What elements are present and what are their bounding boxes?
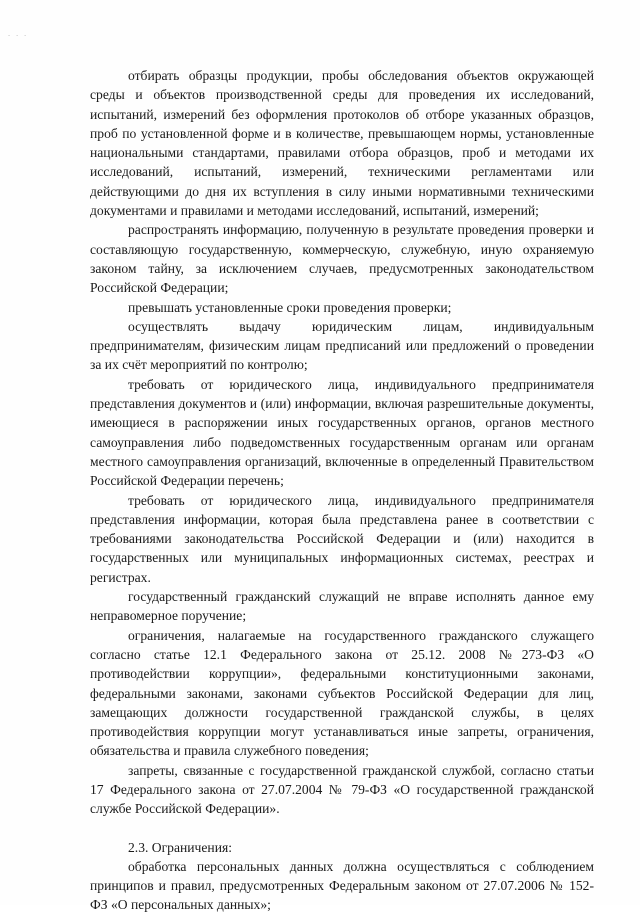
paragraph-information-disclosure: распространять информацию, полученную в результате проведения проверки и составляющую государственную, коммерческую, служебную, иную охраняемую законом тайну, за исключением случаев, предусмотренных законодательством Российской Федерации; xyxy=(90,222,594,296)
paragraph-civil-service-prohibitions: запреты, связанные с государственной гражданской службой, согласно статьи 17 Федерального закона от 27.07.2004 № 79-ФЗ «О государственной гражданской службе Российской Федерации». xyxy=(90,762,594,817)
scan-corner-marks: - - - xyxy=(8,32,29,39)
paragraph-document-requests: требовать от юридического лица, индивидуального предпринимателя представления документов и (или) информации, включая разрешительные документы, имеющиеся в распоряжении иных государственных органов, органов местного самоуправления либо подведомственных государственным органам или органам местного самоуправления организаций, включенные в определенный Правительством Российской Федерации перечень; xyxy=(90,376,594,489)
paragraph-prescriptions: осуществлять выдачу юридическим лицам, индивидуальным предпринимателям, физическим лицам предписаний или предложений о проведении за их счёт мероприятий по контролю; xyxy=(90,318,594,373)
paragraph-sampling: отбирать образцы продукции, пробы обследования объектов окружающей среды и объектов производственной среды для проведения их исследований, испытаний, измерений без оформления протоколов об отборе указанных образцов, проб по установленной форме и в количестве, превышающем нормы, установленные национальными стандартами, правилами отбора образцов, проб и методами их исследований, испытаний, измерений, техническими регламентами или действующими до дня их вступления в силу иными нормативными техническими документами и правилами и методами исследований, испытаний, измерений; xyxy=(90,68,594,219)
document-body xyxy=(90,66,594,915)
paragraph-unlawful-orders: государственный гражданский служащий не вправе исполнять данное ему неправомерное поручение; xyxy=(90,589,594,624)
section-heading: 2.3. Ограничения: xyxy=(128,839,233,855)
paragraph-inspection-terms: превышать установленные сроки проведения проверки; xyxy=(128,299,452,315)
paragraph-anticorruption-limits: ограничения, налагаемые на государственного гражданского служащего согласно статье 12.1 Федерального закона от 25.12. 2008 №273-ФЗ «О противодействии коррупции», федеральными конституционными законами, федеральными законами, законами субъектов Российской Федерации для лиц, замещающих должности государственной гражданской службы, в целях противодействия коррупции могут устанавливаться иные запреты, ограничения, обязательства и правила служебного поведения; xyxy=(90,627,594,759)
paragraph-personal-data: обработка персональных данных должна осуществляться с соблюдением принципов и правил, предусмотренных Федеральным законом от 27.07.2006 № 152-ФЗ «О персональных данных»; xyxy=(90,858,594,913)
section-spacer xyxy=(90,819,594,838)
paragraph-information-requests: требовать от юридического лица, индивидуального предпринимателя представления информации, которая была представлена ранее в соответствии с требованиями законодательства Российской Федерации и (или) находится в государственных или муниципальных информационных системах, реестрах и регистрах. xyxy=(90,492,594,585)
